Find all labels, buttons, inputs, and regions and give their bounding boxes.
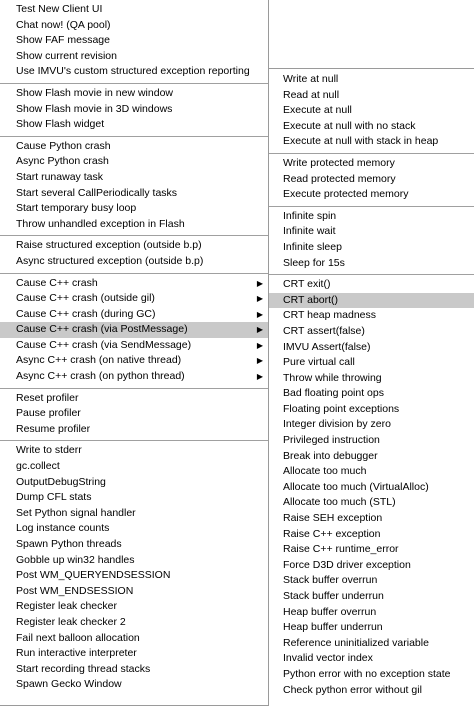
menu-item-reset-profiler[interactable]: Reset profiler	[16, 391, 79, 404]
submenu-item-pure-virtual-call[interactable]: Pure virtual call	[283, 356, 355, 369]
menu-item-label: Cause C++ crash	[16, 276, 98, 289]
submenu-item-heap-underrun[interactable]: Heap buffer underrun	[283, 621, 383, 634]
menu-separator	[0, 83, 268, 84]
menu-item-label: Cause C++ crash (outside gil)	[16, 292, 155, 305]
menu-item-register-leak-checker[interactable]: Register leak checker	[16, 600, 117, 613]
menu-item-show-current-revision[interactable]: Show current revision	[16, 49, 117, 62]
menu-group-misc	[0, 443, 268, 693]
menu-separator	[269, 153, 474, 154]
submenu-item-bad-fp-ops[interactable]: Bad floating point ops	[283, 387, 384, 400]
submenu-arrow-icon: ▶	[256, 294, 263, 304]
menu-item-flash-widget[interactable]: Show Flash widget	[16, 118, 105, 131]
submenu-item-write-protected[interactable]: Write protected memory	[283, 156, 395, 169]
submenu-item-throw-while-throwing[interactable]: Throw while throwing	[283, 371, 382, 384]
menu-item-spawn-python-threads[interactable]: Spawn Python threads	[16, 538, 122, 550]
menu-item-async-cpp-python-thread[interactable]	[0, 369, 268, 385]
menu-item-async-cpp-native-thread[interactable]	[0, 353, 268, 369]
submenu-item-execute-protected[interactable]: Execute protected memory	[283, 188, 409, 201]
menu-item-record-thread-stacks[interactable]: Start recording thread stacks	[16, 662, 151, 675]
menu-item-cpp-crash-outside-gil[interactable]	[0, 291, 268, 307]
submenu-item-infinite-wait[interactable]: Infinite wait	[283, 225, 336, 238]
menu-item-label: Cause C++ crash (via SendMessage)	[16, 338, 192, 351]
menu-item-test-new-client-ui[interactable]: Test New Client UI	[16, 3, 103, 15]
submenu-item-read-at-null[interactable]: Read at null	[283, 88, 340, 101]
submenu-item-heap-overrun[interactable]: Heap buffer overrun	[283, 605, 377, 618]
submenu-item-execute-null-stack-heap[interactable]: Execute at null with stack in heap	[283, 135, 439, 148]
menu-item-start-runaway-task[interactable]: Start runaway task	[16, 170, 103, 183]
submenu-item-stack-underrun[interactable]: Stack buffer underrun	[283, 590, 384, 602]
menu-item-label: Cause C++ crash (during GC)	[16, 307, 156, 320]
submenu-item-privileged-instruction[interactable]: Privileged instruction	[283, 434, 380, 447]
menu-item-flash-new-window[interactable]: Show Flash movie in new window	[16, 86, 173, 99]
submenu-item-crt-assert[interactable]: CRT assert(false)	[283, 324, 365, 337]
submenu-item-crt-heap-madness[interactable]: CRT heap madness	[283, 309, 376, 322]
menu-item-raise-structured-exception[interactable]: Raise structured exception (outside b.p)	[16, 239, 202, 252]
menu-group-structured	[0, 238, 268, 269]
menu-item-outputdebugstring[interactable]: OutputDebugString	[16, 475, 106, 488]
submenu-group-protected	[269, 156, 474, 203]
menu-item-label: Async C++ crash (on python thread)	[16, 370, 185, 383]
context-submenu-cpp-crash	[268, 68, 474, 706]
menu-group-python	[0, 139, 268, 233]
menu-item-label: Async C++ crash (on native thread)	[16, 354, 182, 367]
menu-item-write-stderr[interactable]: Write to stderr	[16, 444, 82, 457]
submenu-item-integer-division-zero[interactable]: Integer division by zero	[283, 418, 391, 431]
menu-separator	[269, 274, 474, 275]
menu-item-register-leak-checker-2[interactable]: Register leak checker 2	[16, 615, 126, 628]
submenu-item-execute-null-no-stack[interactable]: Execute at null with no stack	[283, 119, 416, 132]
submenu-item-allocate-stl[interactable]: Allocate too much (STL)	[283, 496, 396, 509]
submenu-item-fp-exceptions[interactable]: Floating point exceptions	[283, 402, 400, 415]
menu-item-pause-profiler[interactable]: Pause profiler	[16, 407, 81, 420]
submenu-item-infinite-spin[interactable]: Infinite spin	[283, 209, 337, 222]
submenu-item-allocate-too-much[interactable]: Allocate too much	[283, 465, 367, 478]
menu-item-gc-collect[interactable]: gc.collect	[16, 460, 60, 473]
submenu-group-crt	[269, 277, 474, 698]
menu-separator	[0, 273, 268, 274]
menu-item-flash-3d-windows[interactable]: Show Flash movie in 3D windows	[16, 102, 173, 115]
menu-separator	[0, 235, 268, 236]
submenu-item-invalid-vector-index[interactable]: Invalid vector index	[283, 652, 373, 665]
menu-group-cpp	[0, 276, 268, 385]
menu-separator	[269, 206, 474, 207]
submenu-item-python-error-no-state[interactable]: Python error with no exception state	[283, 667, 451, 680]
menu-item-gobble-win32-handles[interactable]: Gobble up win32 handles	[16, 553, 135, 566]
submenu-item-stack-overrun[interactable]: Stack buffer overrun	[283, 574, 378, 587]
submenu-arrow-icon: ▶	[256, 309, 263, 319]
submenu-item-raise-seh[interactable]: Raise SEH exception	[283, 512, 383, 525]
menu-item-show-faf-message[interactable]: Show FAF message	[16, 34, 110, 47]
submenu-item-uninitialized-variable[interactable]: Reference uninitialized variable	[283, 636, 429, 649]
menu-item-cpp-crash-during-gc[interactable]	[0, 307, 268, 323]
menu-item-custom-exception-reporting[interactable]: Use IMVU's custom structured exception reporting	[16, 65, 250, 78]
submenu-item-allocate-virtualalloc[interactable]: Allocate too much (VirtualAlloc)	[283, 480, 429, 493]
menu-item-label: Cause C++ crash (via PostMessage)	[16, 323, 188, 336]
submenu-item-break-debugger[interactable]: Break into debugger	[283, 449, 378, 462]
submenu-item-read-protected[interactable]: Read protected memory	[283, 172, 396, 185]
menu-item-cpp-crash-sendmessage[interactable]	[0, 338, 268, 354]
menu-item-python-signal-handler[interactable]: Set Python signal handler	[16, 506, 136, 519]
menu-item-cause-cpp-crash[interactable]	[0, 276, 268, 292]
submenu-item-force-d3d-exception[interactable]: Force D3D driver exception	[283, 558, 411, 571]
menu-item-log-instance-counts[interactable]: Log instance counts	[16, 522, 110, 535]
submenu-group-hang	[269, 209, 474, 271]
menu-group-general	[0, 0, 268, 80]
submenu-arrow-icon: ▶	[256, 356, 263, 366]
submenu-group-null	[269, 69, 474, 150]
submenu-item-imvu-assert[interactable]: IMVU Assert(false)	[283, 340, 371, 353]
menu-item-post-wm-queryendsession[interactable]: Post WM_QUERYENDSESSION	[16, 569, 171, 582]
submenu-item-raise-runtime-error[interactable]: Raise C++ runtime_error	[283, 543, 399, 556]
submenu-arrow-icon: ▶	[256, 278, 263, 288]
menu-separator	[0, 440, 268, 441]
menu-item-cause-python-crash[interactable]: Cause Python crash	[16, 139, 111, 152]
menu-item-dump-cfl-stats[interactable]: Dump CFL stats	[16, 491, 92, 504]
submenu-item-infinite-sleep[interactable]: Infinite sleep	[283, 240, 342, 253]
menu-item-async-structured-exception[interactable]: Async structured exception (outside b.p)	[16, 254, 204, 267]
menu-item-cpp-crash-postmessage[interactable]	[0, 322, 268, 338]
submenu-arrow-icon: ▶	[256, 372, 263, 382]
menu-item-fail-balloon-allocation[interactable]: Fail next balloon allocation	[16, 631, 140, 644]
menu-group-profiler	[0, 391, 268, 438]
menu-separator	[0, 388, 268, 389]
menu-item-spawn-gecko-window[interactable]: Spawn Gecko Window	[16, 678, 122, 691]
submenu-item-raise-cpp-exception[interactable]: Raise C++ exception	[283, 527, 381, 540]
menu-item-interactive-interpreter[interactable]: Run interactive interpreter	[16, 647, 137, 660]
submenu-item-sleep-15s[interactable]: Sleep for 15s	[283, 256, 345, 269]
submenu-item-python-error-no-gil[interactable]: Check python error without gil	[283, 683, 422, 696]
submenu-item-crt-exit[interactable]: CRT exit()	[283, 278, 331, 291]
submenu-item-execute-at-null[interactable]: Execute at null	[283, 104, 352, 117]
menu-item-start-callperiodically-tasks[interactable]: Start several CallPeriodically tasks	[16, 186, 178, 199]
submenu-item-crt-abort[interactable]: CRT abort()	[269, 293, 474, 309]
submenu-arrow-icon: ▶	[256, 340, 263, 350]
menu-item-throw-flash-exception[interactable]: Throw unhandled exception in Flash	[16, 217, 185, 230]
menu-group-flash	[0, 86, 268, 133]
menu-separator	[0, 136, 268, 137]
menu-item-post-wm-endsession[interactable]: Post WM_ENDSESSION	[16, 584, 134, 597]
menu-item-chat-now[interactable]: Chat now! (QA pool)	[16, 18, 111, 31]
menu-item-resume-profiler[interactable]: Resume profiler	[16, 422, 91, 435]
menu-item-async-python-crash[interactable]: Async Python crash	[16, 155, 109, 168]
submenu-arrow-icon: ▶	[256, 325, 263, 335]
menu-item-start-busy-loop[interactable]: Start temporary busy loop	[16, 202, 137, 215]
submenu-item-write-at-null[interactable]: Write at null	[283, 73, 339, 85]
